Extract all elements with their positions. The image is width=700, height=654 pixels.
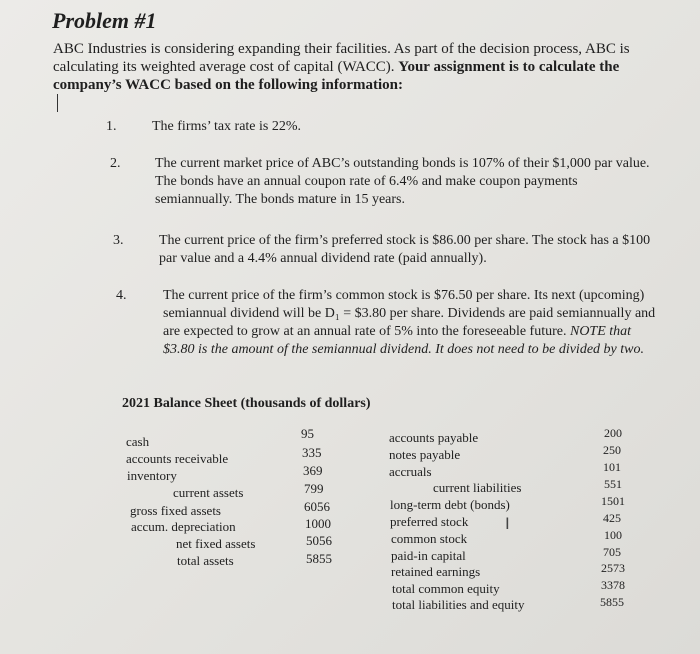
liability-label: retained earnings — [391, 564, 481, 579]
asset-value: 5855 — [306, 551, 332, 566]
liability-value: 5855 — [600, 595, 624, 609]
asset-value: 335 — [302, 445, 322, 460]
list-item-main-text: The current price of the firm’s common stock is $76.50 per share. Its next (upcoming) semiannual dividend will be D₁ = $3.80 per share. Dividends are paid semiannually and are expected to grow at an annual rate of 5% into the foreseeable future. — [163, 288, 656, 339]
intro-text: ABC Industries is considering expanding their facilities. As part of the decision process, ABC is calculating its weighted average cost of capital (WACC). — [53, 41, 630, 75]
asset-value: 6056 — [304, 499, 330, 514]
text-insertion-cursor — [57, 94, 58, 112]
liability-value: 3378 — [601, 578, 625, 592]
liability-value: 1501 — [601, 494, 625, 508]
liability-value: 425 — [603, 511, 621, 525]
page-title: Problem #1 — [52, 8, 157, 33]
liability-label: long-term debt (bonds) — [390, 497, 510, 512]
list-item — [110, 155, 655, 215]
i-beam-cursor-icon: I — [505, 514, 510, 533]
list-item-text: The current market price of ABC’s outstanding bonds is 107% of their $1,000 par value. The bonds have an annual coupon rate of 6.4% and make coupon payments semiannually. The bonds mature in 15 years. — [155, 156, 650, 207]
asset-value: 5056 — [306, 533, 332, 548]
asset-label: cash — [126, 434, 150, 449]
list-item-text: The current price of the firm’s preferred stock is $86.00 per share. The stock has a $100 par value and a 4.4% annual dividend rate (paid annually). — [159, 233, 651, 266]
list-item-number: 1. — [106, 119, 117, 134]
asset-value: 799 — [304, 481, 324, 496]
list-item-number: 3. — [113, 233, 124, 248]
liability-label: paid-in capital — [391, 548, 466, 563]
liability-label: common stock — [391, 531, 468, 546]
list-item-text: The firms’ tax rate is 22%. — [152, 119, 302, 134]
liability-label: current liabilities — [433, 480, 522, 495]
liability-value: 2573 — [601, 561, 625, 575]
liability-label: accounts payable — [389, 430, 479, 445]
list-item-note: NOTE that $3.80 is the amount of the semiannual dividend. It does not need to be divided by two. — [163, 324, 644, 357]
balance-sheet-title: 2021 Balance Sheet (thousands of dollars) — [122, 396, 371, 411]
asset-label: current assets — [173, 485, 244, 500]
asset-label: total assets — [177, 553, 234, 568]
list-item-number: 2. — [110, 156, 121, 171]
intro-assignment: Your assignment is to calculate the company’s WACC based on the following information: — [53, 59, 620, 93]
list-item-number: 4. — [116, 288, 127, 303]
asset-label: accum. depreciation — [131, 519, 236, 534]
asset-label: inventory — [127, 468, 177, 483]
liability-value: 250 — [603, 443, 621, 457]
asset-label: accounts receivable — [126, 451, 229, 466]
list-item-text — [163, 287, 663, 359]
list-item — [113, 232, 658, 272]
asset-label: net fixed assets — [176, 536, 256, 551]
liability-label: accruals — [389, 464, 432, 479]
asset-value: 1000 — [305, 516, 331, 531]
liability-label: preferred stock — [390, 514, 469, 529]
asset-value: 95 — [301, 426, 314, 441]
liability-value: 101 — [603, 460, 621, 474]
liability-value: 705 — [603, 545, 621, 559]
list-item — [116, 287, 661, 379]
liability-value: 100 — [604, 528, 622, 542]
liability-label: total liabilities and equity — [392, 597, 525, 612]
liability-value: 200 — [604, 426, 622, 440]
intro-paragraph — [53, 40, 663, 94]
asset-value: 369 — [303, 463, 323, 478]
liability-label: total common equity — [392, 581, 500, 596]
liability-value: 551 — [604, 477, 622, 491]
asset-label: gross fixed assets — [130, 503, 221, 518]
liability-label: notes payable — [389, 447, 461, 462]
